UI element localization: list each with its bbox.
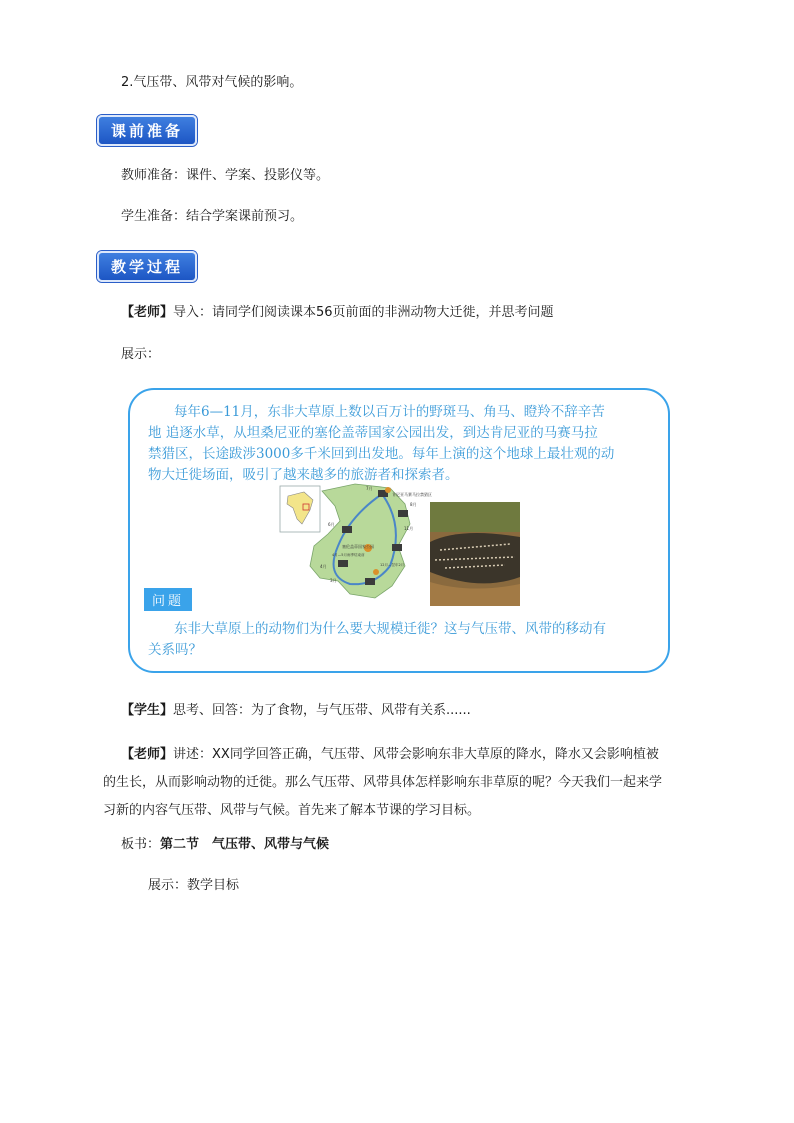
animal-icon [338, 560, 348, 567]
migration-map-figure [280, 486, 432, 604]
migration-callout-box [128, 388, 670, 673]
question-tag: 问题 [144, 588, 192, 611]
lecture-line-3: 习新的内容气压带、风带与气候。首先来了解本节课的学习目标。 [103, 803, 481, 818]
map-label-month: 8月 [410, 502, 417, 507]
migration-paragraph [148, 402, 658, 486]
lecture-line-1 [103, 741, 662, 769]
intro-text: 导入：请同学们阅读课本56页前面的非洲动物大迁徙，并思考问题 [173, 305, 554, 320]
teacher2-role: 【老师】 [121, 747, 174, 762]
show-label: 展示： [121, 347, 161, 362]
animal-icon [365, 578, 375, 585]
board-line [121, 835, 329, 855]
map-label-bottom-park: 塞伦盖蒂国家公园 [342, 544, 374, 549]
map-label-month: 4月 [320, 564, 327, 569]
intro-line [121, 303, 554, 323]
map-label-month: 6月 [328, 522, 335, 527]
question-paragraph [148, 619, 658, 661]
section-badge-process: 教学过程 [97, 251, 197, 282]
map-label-month: 7月 [366, 486, 373, 491]
lecture-text: 讲述：XX同学回答正确，气压带、风带会影响东非大草原的降水，降水又会影响植被 [173, 747, 659, 762]
goal-line-2: 2.气压带、风带对气候的影响。 [121, 75, 303, 90]
animal-icon [392, 544, 402, 551]
map-label-month: 11月 [404, 526, 414, 531]
sun-icon [373, 569, 379, 575]
map-label-note: 12月—翌年2月 [380, 563, 405, 567]
student-role: 【学生】 [121, 703, 174, 718]
para-line: 禁猎区，长途跋涉3000多千米回到出发地。每年上演的这个地球上最壮观的动 [148, 446, 615, 462]
sun-icon [385, 487, 391, 493]
map-label-note: 4月—5月雨季结束前 [332, 553, 365, 557]
map-label-month: 3月 [330, 578, 337, 583]
lecture-line-2: 的生长，从而影响动物的迁徙。那么气压带、风带具体怎样影响东非草原的呢？今天我们一起来学 [103, 775, 663, 790]
animal-icon [342, 526, 352, 533]
intro-role: 【老师】 [121, 305, 174, 320]
student-prep-line: 学生准备：结合学案课前预习。 [121, 209, 304, 224]
animal-icon [398, 510, 408, 517]
map-label-top-park: 肯尼亚马赛马拉禁猎区 [392, 492, 432, 497]
para-line: 每年6—11月，东非大草原上数以百万计的野斑马、角马、瞪羚不辞辛苦 [174, 404, 605, 420]
teacher-prep-line: 教师准备：课件、学案、投影仪等。 [121, 168, 330, 183]
teacher-lecture-block [103, 741, 662, 825]
board-label: 板书： [121, 837, 161, 852]
para-line: 物大迁徙场面，吸引了越来越多的旅游者和探索者。 [148, 467, 459, 483]
section-badge-prep: 课前准备 [97, 115, 197, 146]
wildebeest-photo [430, 502, 520, 606]
board-title: 第二节 气压带、风带与气候 [160, 837, 330, 852]
question-line: 东非大草原上的动物们为什么要大规模迁徙？这与气压带、风带的移动有 [174, 621, 606, 637]
photo-top-band [430, 502, 520, 532]
student-answer-line [121, 701, 471, 721]
student-answer: 思考、回答：为了食物，与气压带、风带有关系...... [173, 703, 471, 718]
question-line: 关系吗？ [148, 642, 202, 658]
para-line: 地 追逐水草，从坦桑尼亚的塞伦盖蒂国家公园出发，到达肯尼亚的马赛马拉 [148, 425, 598, 441]
show-goals-line: 展示：教学目标 [148, 878, 240, 893]
